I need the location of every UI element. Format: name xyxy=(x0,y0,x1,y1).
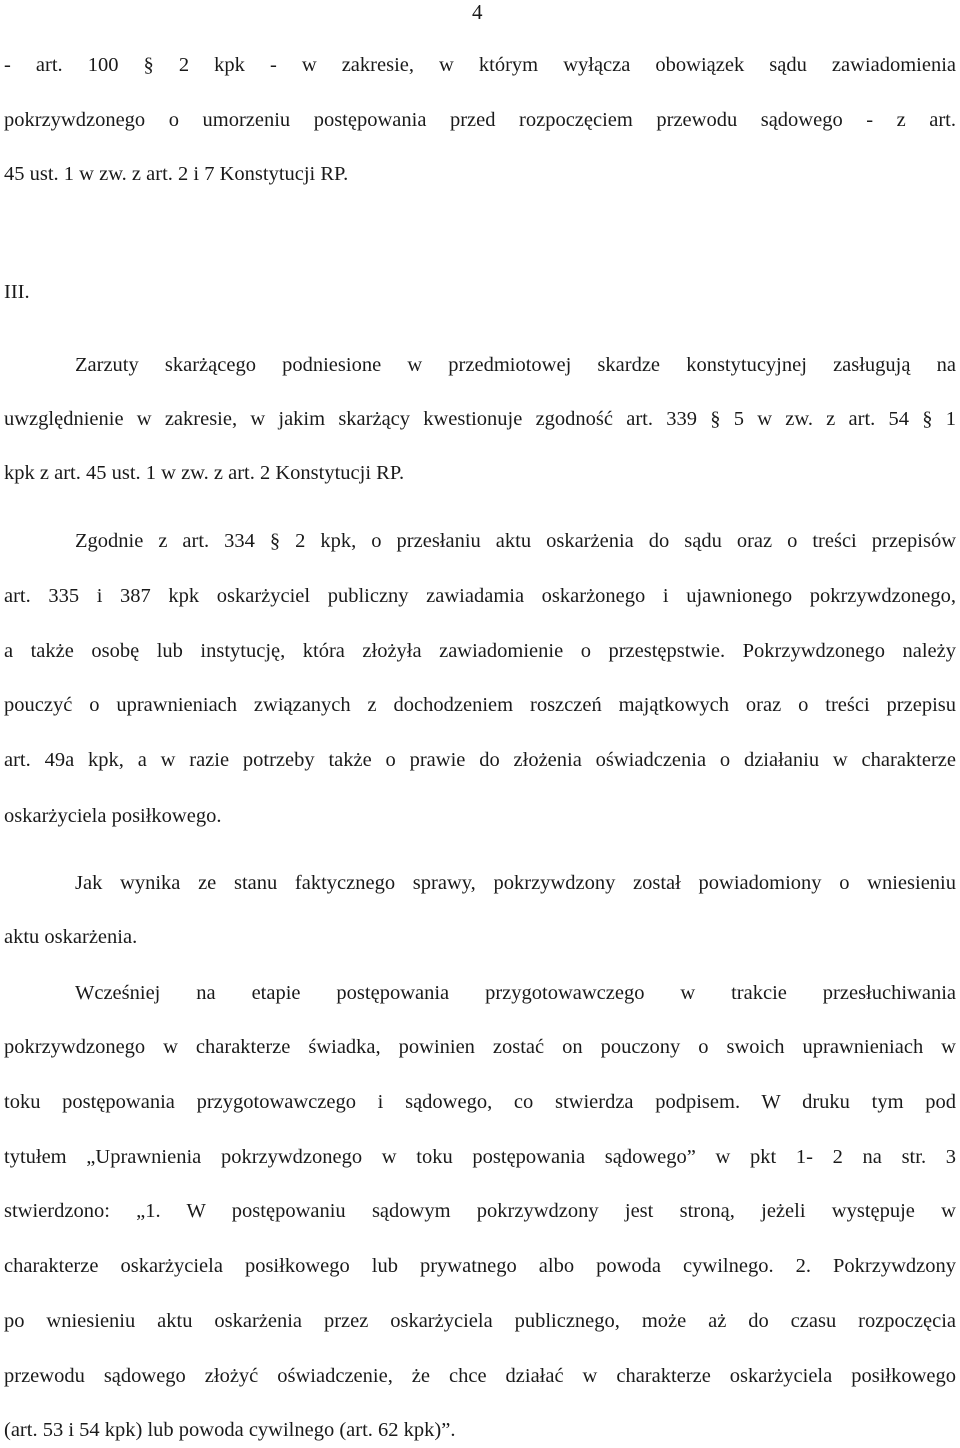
page-number: 4 xyxy=(472,0,483,24)
text-line: aktu oskarżenia. xyxy=(4,926,138,948)
text-line: po wniesieniu aktu oskarżenia przez oskarżyciela publicznego, może aż do czasu rozpoczęcia xyxy=(4,1310,956,1332)
text-line: przewodu sądowego złożyć oświadczenie, że chce działać w charakterze oskarżyciela posiłkowego xyxy=(4,1365,956,1387)
text-line: 45 ust. 1 w zw. z art. 2 i 7 Konstytucji RP. xyxy=(4,163,349,185)
text-line: Wcześniej na etapie postępowania przygotowawczego w trakcie przesłuchiwania xyxy=(75,982,956,1004)
text-line: tytułem „Uprawnienia pokrzywdzonego w toku postępowania sądowego” w pkt 1- 2 na str. 3 xyxy=(4,1146,956,1168)
text-line: art. 335 i 387 kpk oskarżyciel publiczny zawiadamia oskarżonego i ujawnionego pokrzywdzonego, xyxy=(4,585,956,607)
text-line: oskarżyciela posiłkowego. xyxy=(4,805,222,827)
text-line: Jak wynika ze stanu faktycznego sprawy, pokrzywdzony został powiadomiony o wniesieniu xyxy=(75,872,956,894)
text-line: uwzględnienie w zakresie, w jakim skarżący kwestionuje zgodność art. 339 § 5 w zw. z art. 54 § 1 xyxy=(4,408,956,430)
text-line: (art. 53 i 54 kpk) lub powoda cywilnego (art. 62 kpk)”. xyxy=(4,1419,456,1441)
text-line: kpk z art. 45 ust. 1 w zw. z art. 2 Konstytucji RP. xyxy=(4,462,405,484)
text-line: art. 49a kpk, a w razie potrzeby także o prawie do złożenia oświadczenia o działaniu w charakterze xyxy=(4,749,956,771)
text-line: stwierdzono: „1. W postępowaniu sądowym pokrzywdzony jest stroną, jeżeli występuje w xyxy=(4,1200,956,1222)
text-line: Zarzuty skarżącego podniesione w przedmiotowej skardze konstytucyjnej zasługują na xyxy=(75,354,956,376)
text-line: pouczyć o uprawnieniach związanych z dochodzeniem roszczeń majątkowych oraz o treści przepisu xyxy=(4,694,956,716)
section-heading: III. xyxy=(4,281,30,303)
text-line: pokrzywdzonego w charakterze świadka, powinien zostać on pouczony o swoich uprawnieniach w xyxy=(4,1036,956,1058)
text-line: toku postępowania przygotowawczego i sądowego, co stwierdza podpisem. W druku tym pod xyxy=(4,1091,956,1113)
text-line: a także osobę lub instytucję, która złożyła zawiadomienie o przestępstwie. Pokrzywdzonego należy xyxy=(4,640,956,662)
text-line: - art. 100 § 2 kpk - w zakresie, w którym wyłącza obowiązek sądu zawiadomienia xyxy=(4,54,956,76)
text-line: pokrzywdzonego o umorzeniu postępowania przed rozpoczęciem przewodu sądowego - z art. xyxy=(4,109,956,131)
text-line: Zgodnie z art. 334 § 2 kpk, o przesłaniu aktu oskarżenia do sądu oraz o treści przepisów xyxy=(75,530,956,552)
text-line: charakterze oskarżyciela posiłkowego lub prywatnego albo powoda cywilnego. 2. Pokrzywdzony xyxy=(4,1255,956,1277)
